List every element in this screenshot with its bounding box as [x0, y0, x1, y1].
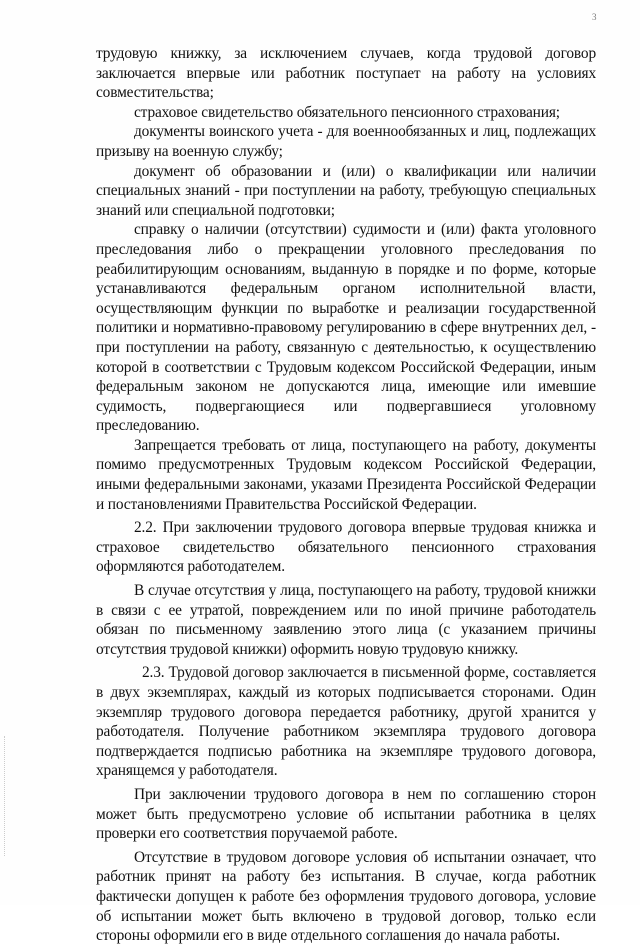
paragraph-probation-condition: При заключении трудового договора в нем по соглашению сторон может быть предусмотрено условие об испытании работника в целях проверки его соответствия поручаемой работе. — [96, 785, 596, 843]
paragraph-missing-record-book: В случае отсутствия у лица, поступающего на работу, трудовой книжки в связи с ее утратой, повреждением или по иной причине работодатель обязан по письменному заявлению этого лица (с указанием причины отсутствия трудовой книжки) оформить новую трудовую книжку. — [96, 582, 596, 658]
paragraph-military-documents: документы воинского учета - для военнообязанных и лиц, подлежащих призыву на военную службу; — [96, 123, 596, 160]
paragraph-prohibition: Запрещается требовать от лица, поступающего на работу, документы помимо предусмотренных Трудовым кодексом Российской Федерации, иными федеральными законами, указами Президента Российской Федерации и постановлениями Правительства Российской Федерации. — [96, 436, 596, 513]
paragraph-section-2-2: 2.2. При заключении трудового договора впервые трудовая книжка и страховое свидетельство обязательного пенсионного страхования оформляются работодателем. — [96, 519, 596, 576]
paragraph-section-2-3: 2.3. Трудовой договор заключается в письменной форме, составляется в двух экземплярах, каждый из которых подписывается сторонами. Один экземпляр трудового договора передается работнику, другой хранится у работодателя. Получение работником экземпляра трудового договора подтверждается подписью работника на экземпляре трудового договора, хранящемся у работодателя. — [96, 664, 596, 780]
paragraph-criminal-record-certificate: справку о наличии (отсутствии) судимости и (или) факта уголовного преследования либо о прекращении уголовного преследования по реабилитирующим основаниям, выданную в порядке и по форме, которые устанавливаются федеральным органом исполнительной власти, осуществляющим функции по выработке и реализации государственной политики и нормативно-правовому регулированию в сфере внутренних дел, - при поступлении на работу, связанную с деятельностью, к осуществлению которой в соответствии с Трудовым кодексом Российской Федерации, иным федеральным законом не допускаются лица, имеющие или имевшие судимость, подвергающиеся или подвергавшиеся уголовному преследованию. — [96, 221, 596, 435]
paragraph-education-document: документ об образовании и (или) о квалификации или наличии специальных знаний - при поступлении на работу, требующую специальных знаний или специальной подготовки; — [96, 162, 596, 219]
paragraph-no-probation: Отсутствие в трудовом договоре условия об испытании означает, что работник принят на работу без испытания. В случае, когда работник фактически допущен к работе без оформления трудового договора, условие об испытании может быть включено в трудовой договор, только если стороны оформили его в виде отдельного соглашения до начала работы. — [96, 848, 596, 945]
scan-edge-artifact — [4, 736, 6, 856]
paragraph-employment-record: трудовую книжку, за исключением случаев, когда трудовой договор заключается впервые или работник поступает на работу на условиях совместительства; — [96, 45, 596, 102]
document-body — [96, 44, 596, 946]
paragraph-pension-certificate: страховое свидетельство обязательного пенсионного страхования; — [134, 103, 560, 121]
page-number: 3 — [592, 12, 597, 22]
